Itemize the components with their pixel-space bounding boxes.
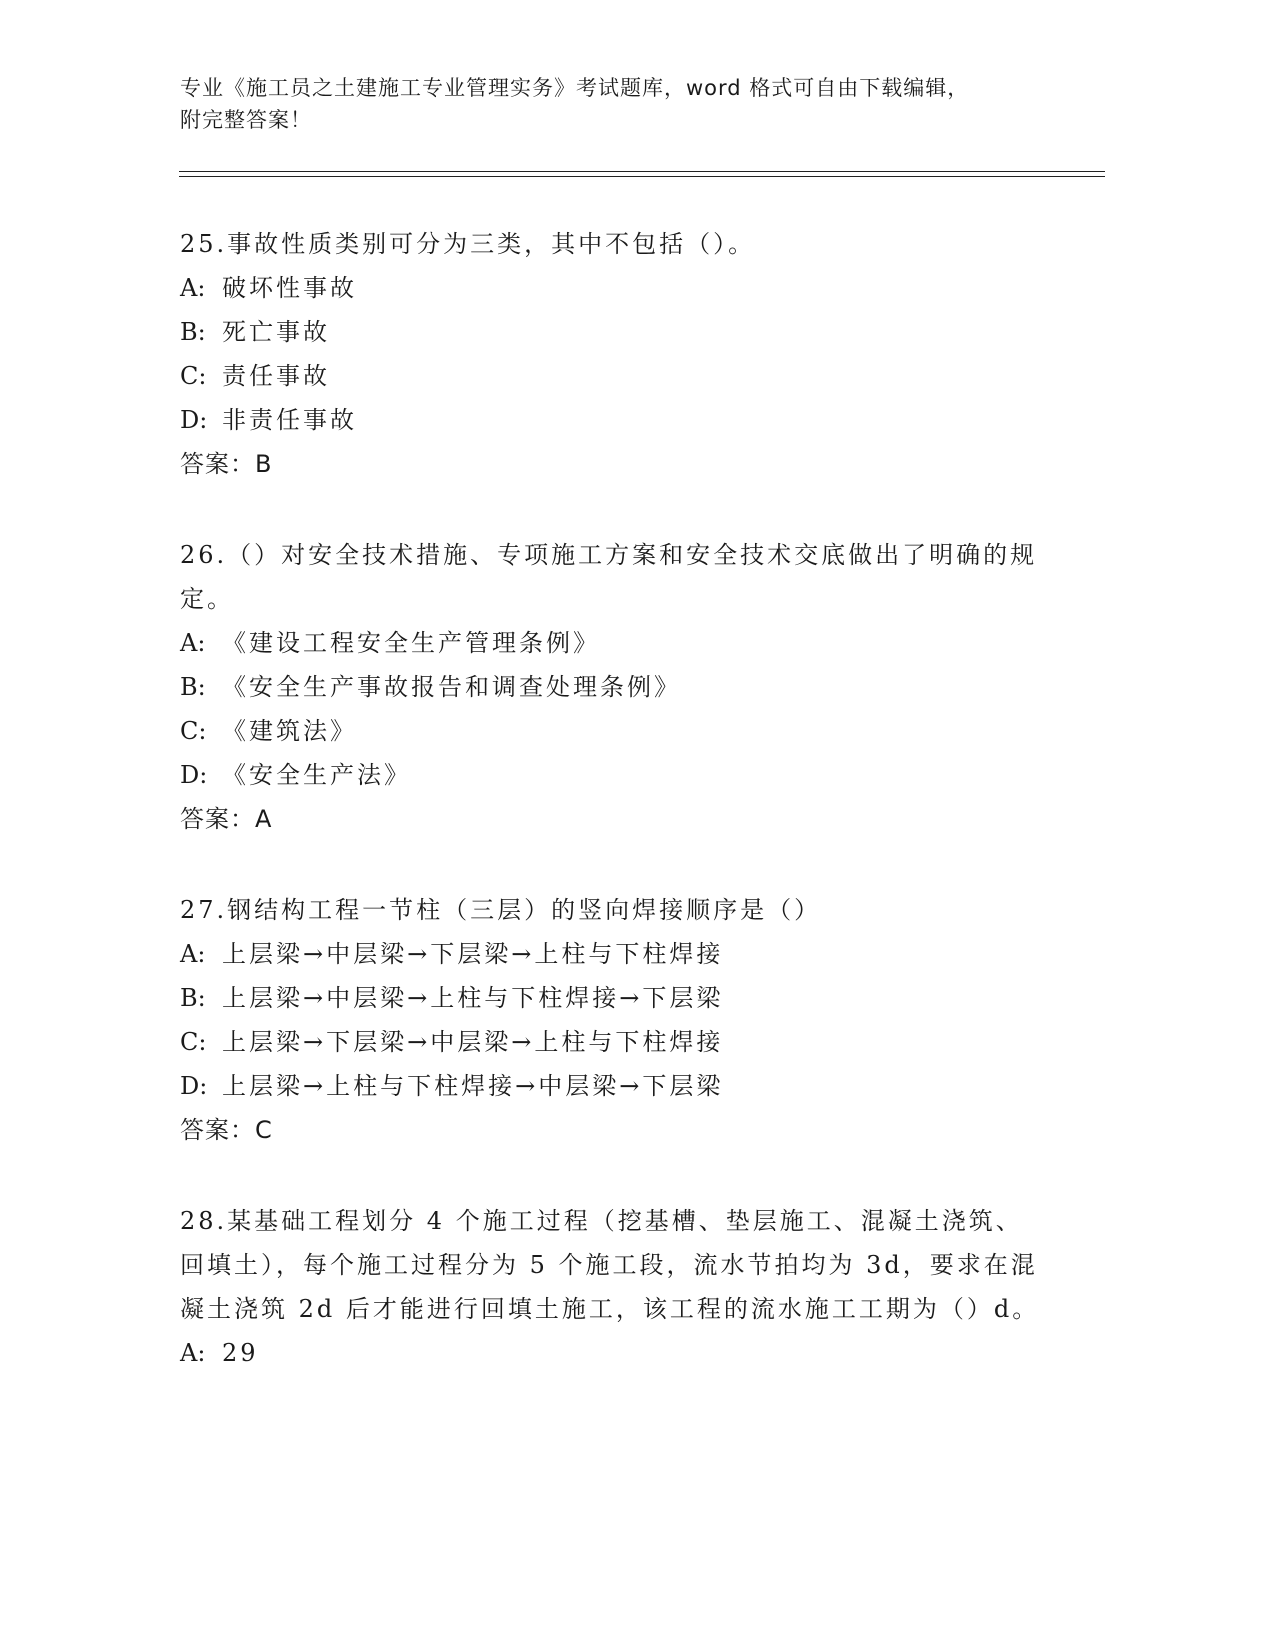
- question-stem: 25.事故性质类别可分为三类，其中不包括（）。: [180, 230, 756, 258]
- option-text: 上层梁→下层梁→中层梁→上柱与下柱焊接: [222, 1028, 724, 1056]
- option-text: 上层梁→上柱与下柱焊接→中层梁→下层梁: [222, 1072, 724, 1100]
- option-text: 死亡事故: [222, 318, 330, 346]
- header-line-1: 专业《施工员之土建施工专业管理实务》考试题库，word 格式可自由下载编辑，: [180, 76, 970, 100]
- question-list: [180, 222, 1040, 1422]
- option-letter: A:: [180, 629, 206, 657]
- option-letter: B:: [180, 673, 206, 701]
- option-letter: B:: [180, 318, 206, 346]
- option-letter: D:: [180, 761, 208, 789]
- option-d: [180, 1064, 1040, 1108]
- option-letter: A:: [180, 940, 206, 968]
- option-letter: C:: [180, 362, 207, 390]
- option-b: [180, 310, 1040, 354]
- option-d: [180, 398, 1040, 442]
- option-text: 上层梁→中层梁→下层梁→上柱与下柱焊接: [222, 940, 724, 968]
- option-text: 责任事故: [222, 362, 330, 390]
- option-b: [180, 665, 1040, 709]
- header-line-2: 附完整答案！: [180, 108, 312, 132]
- option-text: 29: [222, 1339, 259, 1367]
- question-25: [180, 222, 1040, 486]
- question-28: [180, 1199, 1040, 1375]
- option-letter: D:: [180, 406, 208, 434]
- option-a: [180, 266, 1040, 310]
- option-text: 上层梁→中层梁→上柱与下柱焊接→下层梁: [222, 984, 724, 1012]
- option-b: [180, 976, 1040, 1020]
- option-letter: B:: [180, 984, 206, 1012]
- option-letter: C:: [180, 1028, 207, 1056]
- question-27: [180, 888, 1040, 1152]
- question-stem: 28.某基础工程划分 4 个施工过程（挖基槽、垫层施工、混凝土浇筑、回填土），每个施工过程分为 5 个施工段，流水节拍均为 3d，要求在混凝土浇筑 2d 后才能进行回填土施工，该工程的流水施工工期为（）d。: [180, 1207, 1040, 1323]
- option-text: 《建设工程安全生产管理条例》: [222, 629, 600, 657]
- header-divider-top: [179, 171, 1105, 172]
- answer-line: 答案：B: [180, 450, 273, 478]
- option-c: [180, 1020, 1040, 1064]
- answer-line: 答案：A: [180, 805, 273, 833]
- question-stem: 27.钢结构工程一节柱（三层）的竖向焊接顺序是（）: [180, 896, 822, 924]
- option-c: [180, 354, 1040, 398]
- option-a: [180, 932, 1040, 976]
- option-text: 《安全生产法》: [222, 761, 411, 789]
- option-a: [180, 1331, 1040, 1375]
- answer-line: 答案：C: [180, 1116, 273, 1144]
- option-text: 《建筑法》: [222, 717, 357, 745]
- option-c: [180, 709, 1040, 753]
- question-stem: 26.（）对安全技术措施、专项施工方案和安全技术交底做出了明确的规定。: [180, 541, 1038, 613]
- document-header: [180, 72, 1080, 136]
- question-26: [180, 533, 1040, 841]
- header-divider-bottom: [179, 176, 1105, 177]
- option-letter: D:: [180, 1072, 208, 1100]
- option-d: [180, 753, 1040, 797]
- option-letter: A:: [180, 274, 206, 302]
- option-letter: A:: [180, 1339, 206, 1367]
- option-text: 非责任事故: [222, 406, 357, 434]
- option-text: 《安全生产事故报告和调查处理条例》: [222, 673, 681, 701]
- option-a: [180, 621, 1040, 665]
- option-text: 破坏性事故: [222, 274, 357, 302]
- option-letter: C:: [180, 717, 207, 745]
